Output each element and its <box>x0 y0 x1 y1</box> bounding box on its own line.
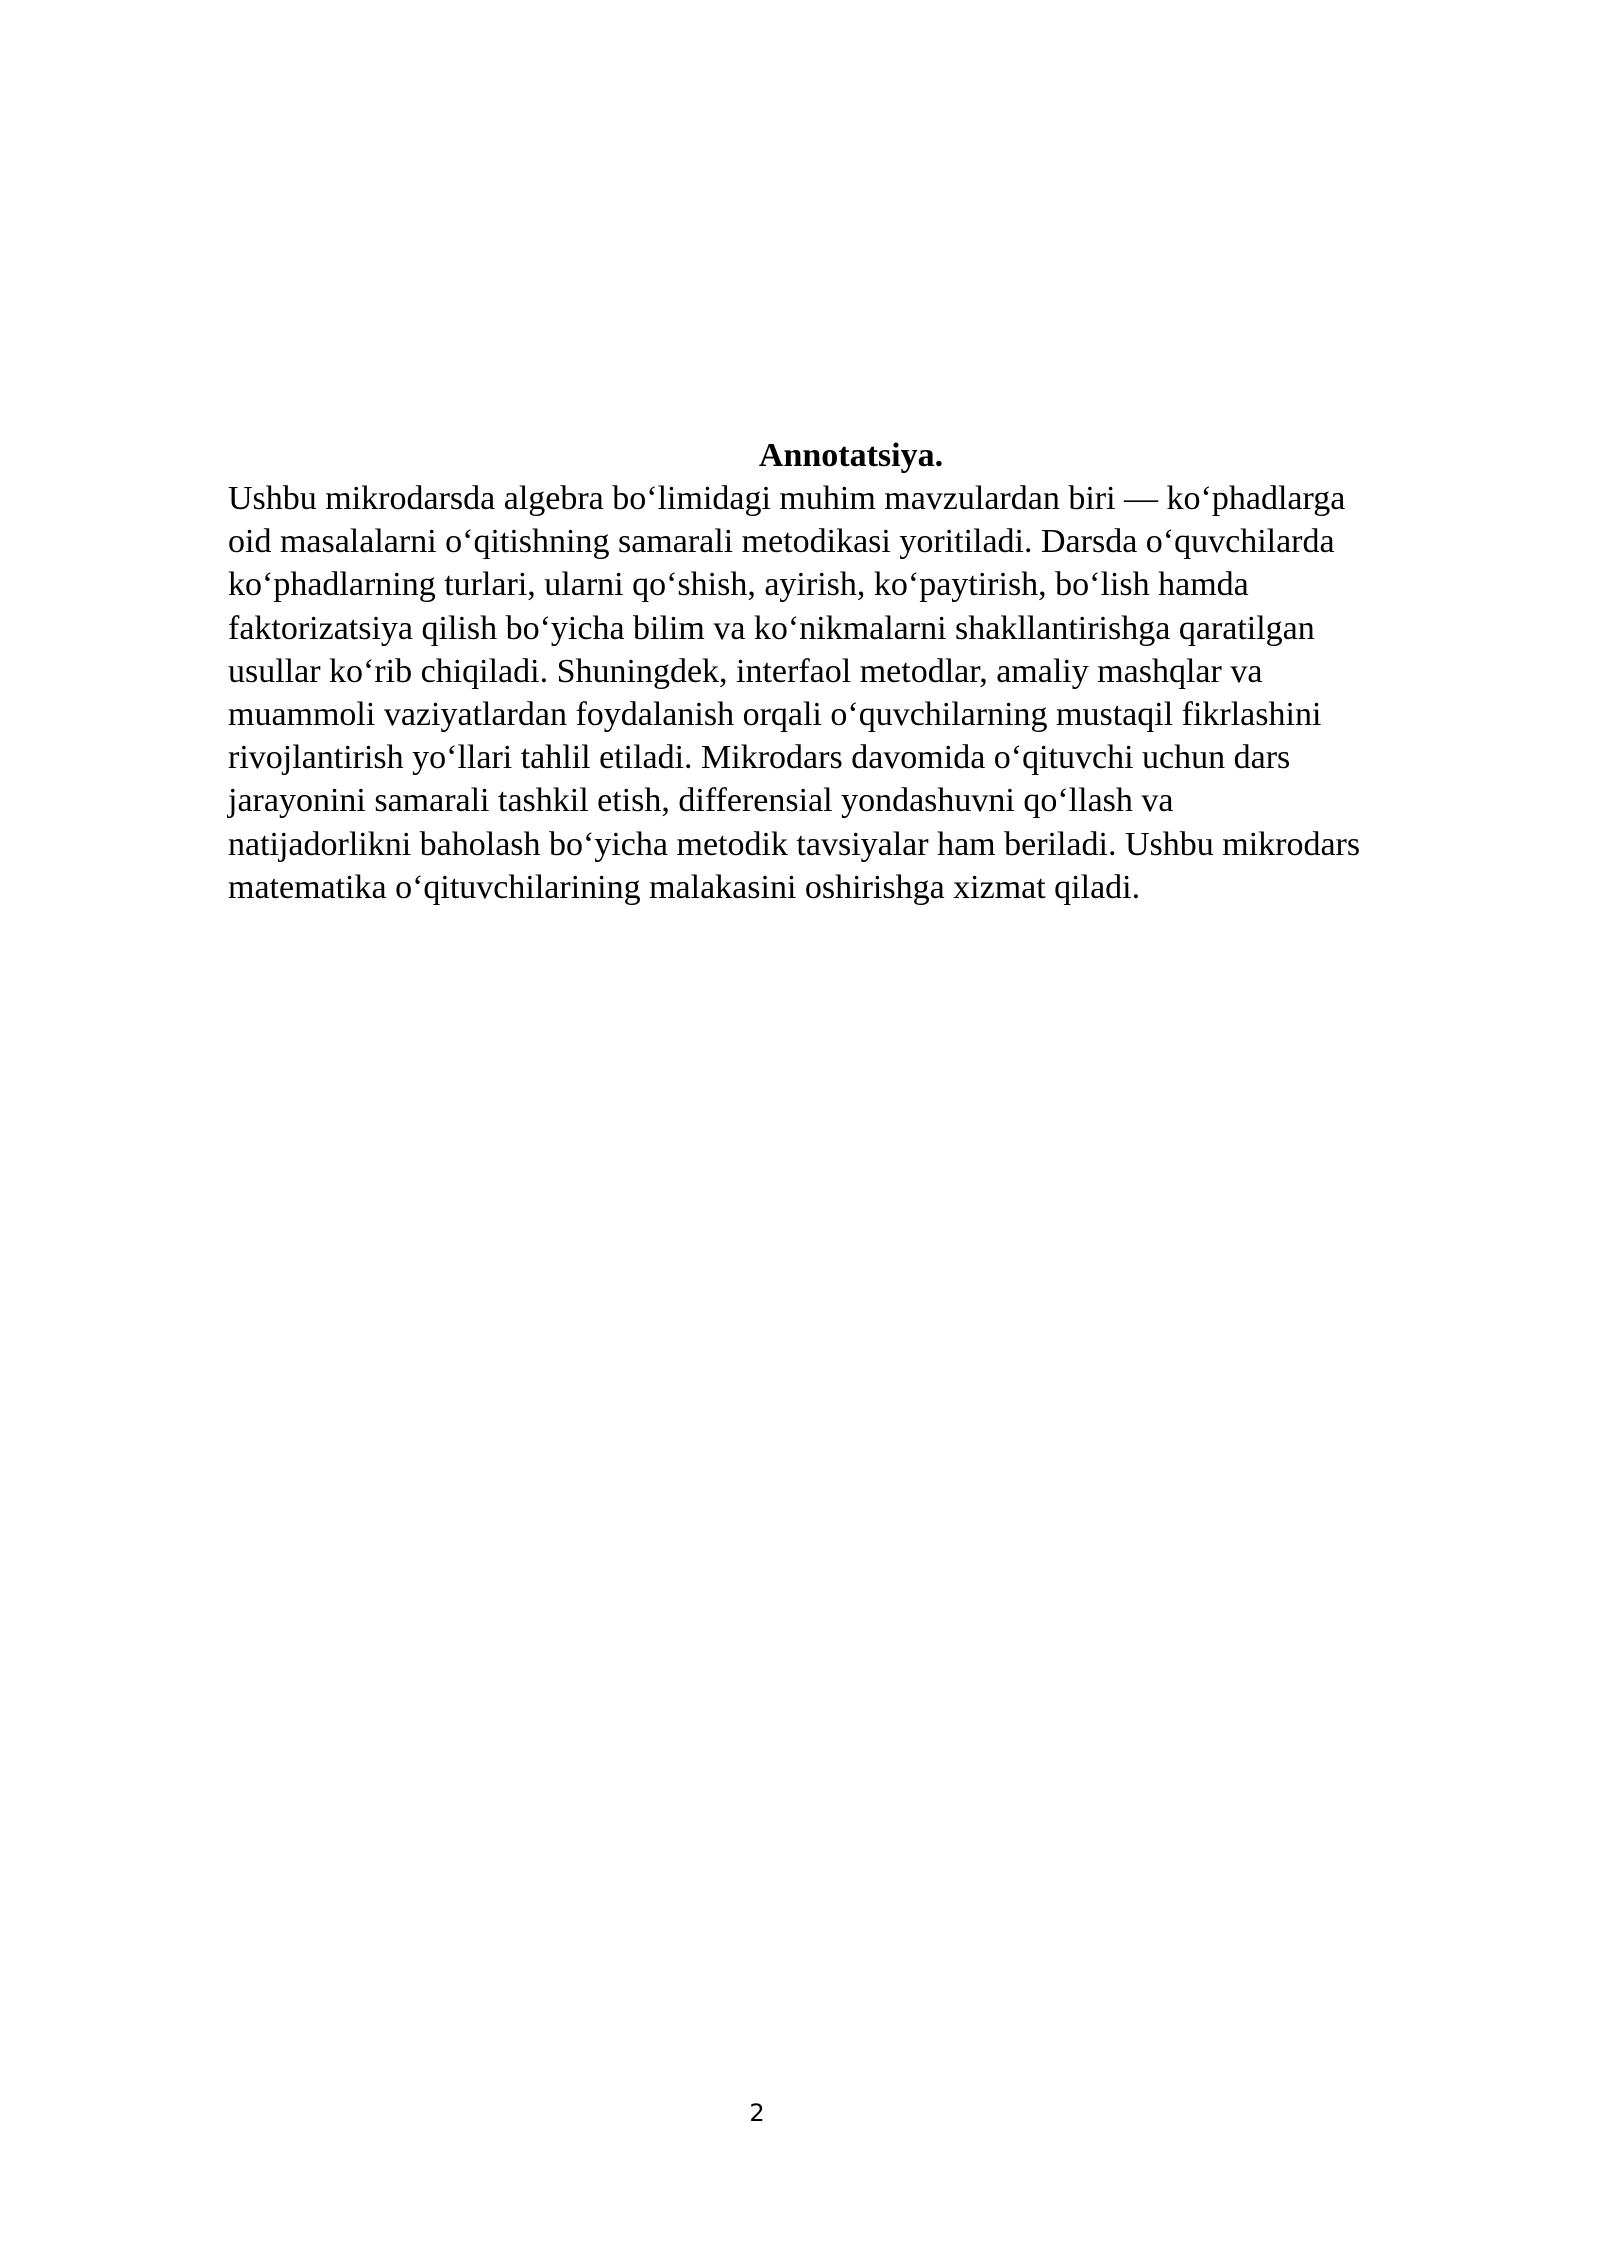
annotation-section <box>228 434 1488 909</box>
paragraph-line: faktorizatsiya qilish bo‘yicha bilim va ko‘nikmalarni shakllantirishga qaratilgan <box>228 609 1315 647</box>
paragraph-line: jarayonini samarali tashkil etish, differensial yondashuvni qo‘llash va <box>228 782 1174 820</box>
paragraph-line: matematika o‘qituvchilarining malakasini oshirishga xizmat qiladi. <box>228 868 1141 906</box>
paragraph-line: rivojlantirish yo‘llari tahlil etiladi. Mikrodars davomida o‘qituvchi uchun dars <box>228 739 1291 777</box>
annotation-title: Annotatsiya. <box>758 437 944 474</box>
paragraph-line: ko‘phadlarning turlari, ularni qo‘shish, ayirish, ko‘paytirish, bo‘lish hamda <box>228 566 1249 604</box>
annotation-paragraph <box>228 477 1488 909</box>
paragraph-line: oid masalalarni o‘qitishning samarali metodikasi yoritiladi. Darsda o‘quvchilarda <box>228 523 1335 561</box>
paragraph-line: muammoli vaziyatlardan foydalanish orqali o‘quvchilarning mustaqil fikrlashini <box>228 696 1322 734</box>
paragraph-line: Ushbu mikrodarsda algebra bo‘limidagi muhim mavzulardan biri — ko‘phadlarga <box>228 480 1346 517</box>
paragraph-line: usullar ko‘rib chiqiladi. Shuningdek, interfaol metodlar, amaliy mashqlar va <box>228 652 1263 690</box>
paragraph-line: natijadorlikni baholash bo‘yicha metodik tavsiyalar ham beriladi. Ushbu mikrodars <box>228 825 1361 863</box>
page-number: 2 <box>749 2099 765 2127</box>
